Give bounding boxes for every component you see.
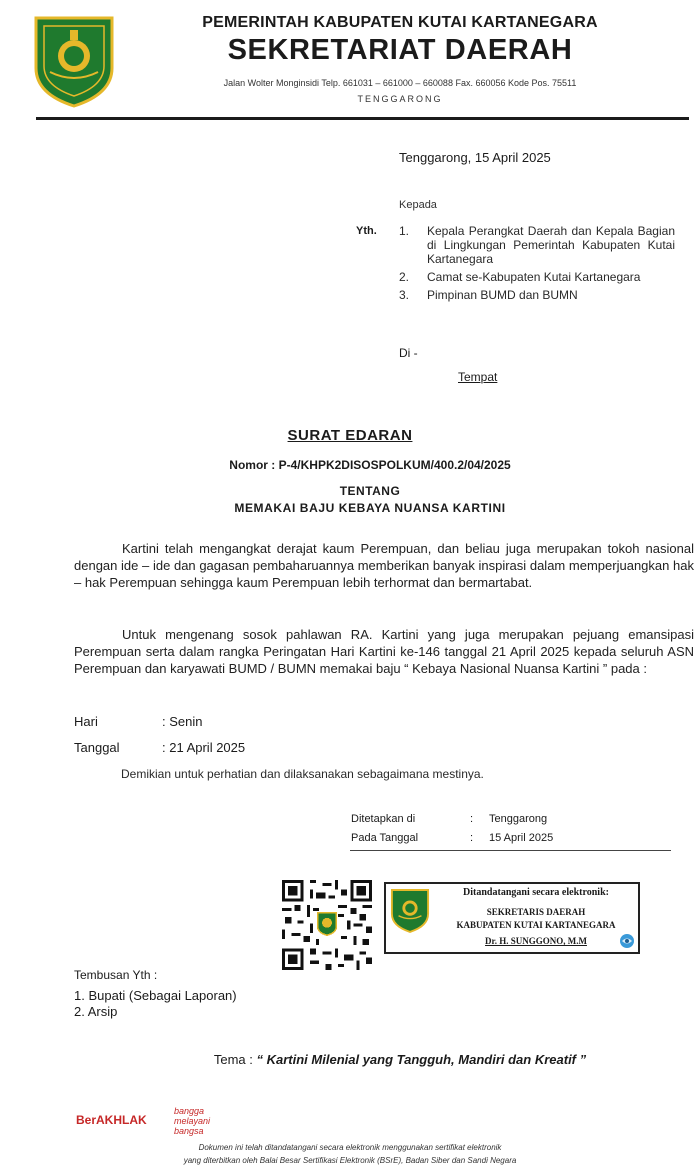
circular-number: Nomor : P-4/KHPK2DISOSPOLKUM/400.2/04/2025 bbox=[229, 458, 511, 472]
circular-title: SURAT EDARAN bbox=[287, 427, 413, 444]
hari-value: : Senin bbox=[162, 714, 203, 729]
kutai-kartanegara-emblem-icon bbox=[32, 12, 116, 108]
place-label: Ditetapkan di bbox=[351, 813, 416, 825]
footer-note-2: yang diterbitkan oleh Balai Besar Sertifikasi Elektronik (BSrE), Badan Siber dan Sandi Negara bbox=[183, 1156, 517, 1165]
enact-date-colon: : bbox=[470, 832, 474, 844]
bsre-seal-icon bbox=[619, 933, 635, 949]
body-paragraph-2: Untuk mengenang sosok pahlawan RA. Kartini yang juga merupakan pejuang emansipasi Perempuan serta dalam rangka Peringatan Hari Kartini ke-146 tanggal 21 April 2025 kepada seluruh ASN Perempuan dan karyawati BUMD / BUMN memakai baju “ Kebaya Nasional Nuansa Kartini ” pada : bbox=[74, 627, 694, 676]
body-paragraph-1: Kartini telah mengangkat derajat kaum Perempuan, dan beliau juga merupakan tokoh nasional dengan ide – ide dan gagasan pembaharuannya memberikan banyak inspirasi dalam memperjuangkan hak – hak Perempuan sehingga kaum Perempuan lebih terhormat dan bermartabat. bbox=[74, 541, 694, 590]
hari-label: Hari bbox=[74, 714, 98, 729]
tempat-label: Tempat bbox=[458, 370, 498, 384]
bangga-melayani-bangsa-logo: bangga melayani bangsa bbox=[174, 1106, 211, 1136]
tanggal-value: : 21 April 2025 bbox=[162, 740, 246, 755]
yth-label: Yth. bbox=[356, 225, 377, 237]
circular-subject: MEMAKAI BAJU KEBAYA NUANSA KARTINI bbox=[234, 501, 506, 515]
tanggal-label: Tanggal bbox=[74, 740, 120, 755]
list-item: 1. Bupati (Sebagai Laporan) bbox=[74, 988, 237, 1003]
footer-note-1: Dokumen ini telah ditandatangani secara elektronik menggunakan sertifikat elektronik bbox=[198, 1143, 502, 1152]
list-item: 2. Arsip bbox=[74, 1004, 118, 1019]
enact-date-value: 15 April 2025 bbox=[489, 832, 554, 844]
list-item: 2. Camat se-Kabupaten Kutai Kartanegara bbox=[399, 270, 641, 284]
list-item: 1. Kepala Perangkat Daerah dan Kepala Bagian di Lingkungan Pemerintah Kabupaten Kutai Kartanegara bbox=[399, 224, 675, 266]
recipient-list bbox=[399, 224, 675, 306]
qr-code-icon bbox=[282, 880, 372, 970]
closing-sentence: Demikian untuk perhatian dan dilaksanakan sebagaimana mestinya. bbox=[121, 767, 484, 781]
kutai-kartanegara-emblem-icon bbox=[390, 887, 430, 933]
di-label: Di - bbox=[399, 346, 418, 360]
enact-date-label: Pada Tanggal bbox=[351, 832, 419, 844]
place-colon: : bbox=[470, 813, 474, 825]
letter-date: Tenggarong, 15 April 2025 bbox=[399, 150, 551, 165]
place-value: Tenggarong bbox=[489, 813, 548, 825]
berakhlak-logo: BerAKHLAK bbox=[76, 1113, 147, 1127]
signatory-name: Dr. H. SUNGGONO, M.M bbox=[485, 936, 587, 946]
header-address: Jalan Wolter Monginsidi Telp. 661031 – 661000 – 660088 Fax. 660056 Kode Pos. 75511 bbox=[223, 78, 577, 88]
header-office: SEKRETARIAT DAERAH bbox=[227, 34, 573, 66]
letterhead-divider bbox=[36, 117, 689, 120]
theme-label: Tema : bbox=[213, 1052, 253, 1067]
kepada-label: Kepada bbox=[399, 199, 437, 211]
list-item: 3. Pimpinan BUMD dan BUMN bbox=[399, 288, 578, 302]
header-city: TENGGARONG bbox=[357, 94, 443, 104]
signature-heading: Ditandatangani secara elektronik: bbox=[463, 887, 609, 898]
tentang-label: TENTANG bbox=[339, 484, 401, 498]
signature-divider bbox=[350, 850, 671, 851]
signature-title-line2: KABUPATEN KUTAI KARTANEGARA bbox=[456, 920, 616, 930]
header-government: PEMERINTAH KABUPATEN KUTAI KARTANEGARA bbox=[202, 14, 598, 31]
tembusan-heading: Tembusan Yth : bbox=[74, 968, 158, 982]
signature-title-line1: SEKRETARIS DAERAH bbox=[486, 907, 586, 917]
theme-quote: “ Kartini Milenial yang Tangguh, Mandiri dan Kreatif ” bbox=[256, 1052, 587, 1067]
theme-line bbox=[0, 1052, 700, 1067]
